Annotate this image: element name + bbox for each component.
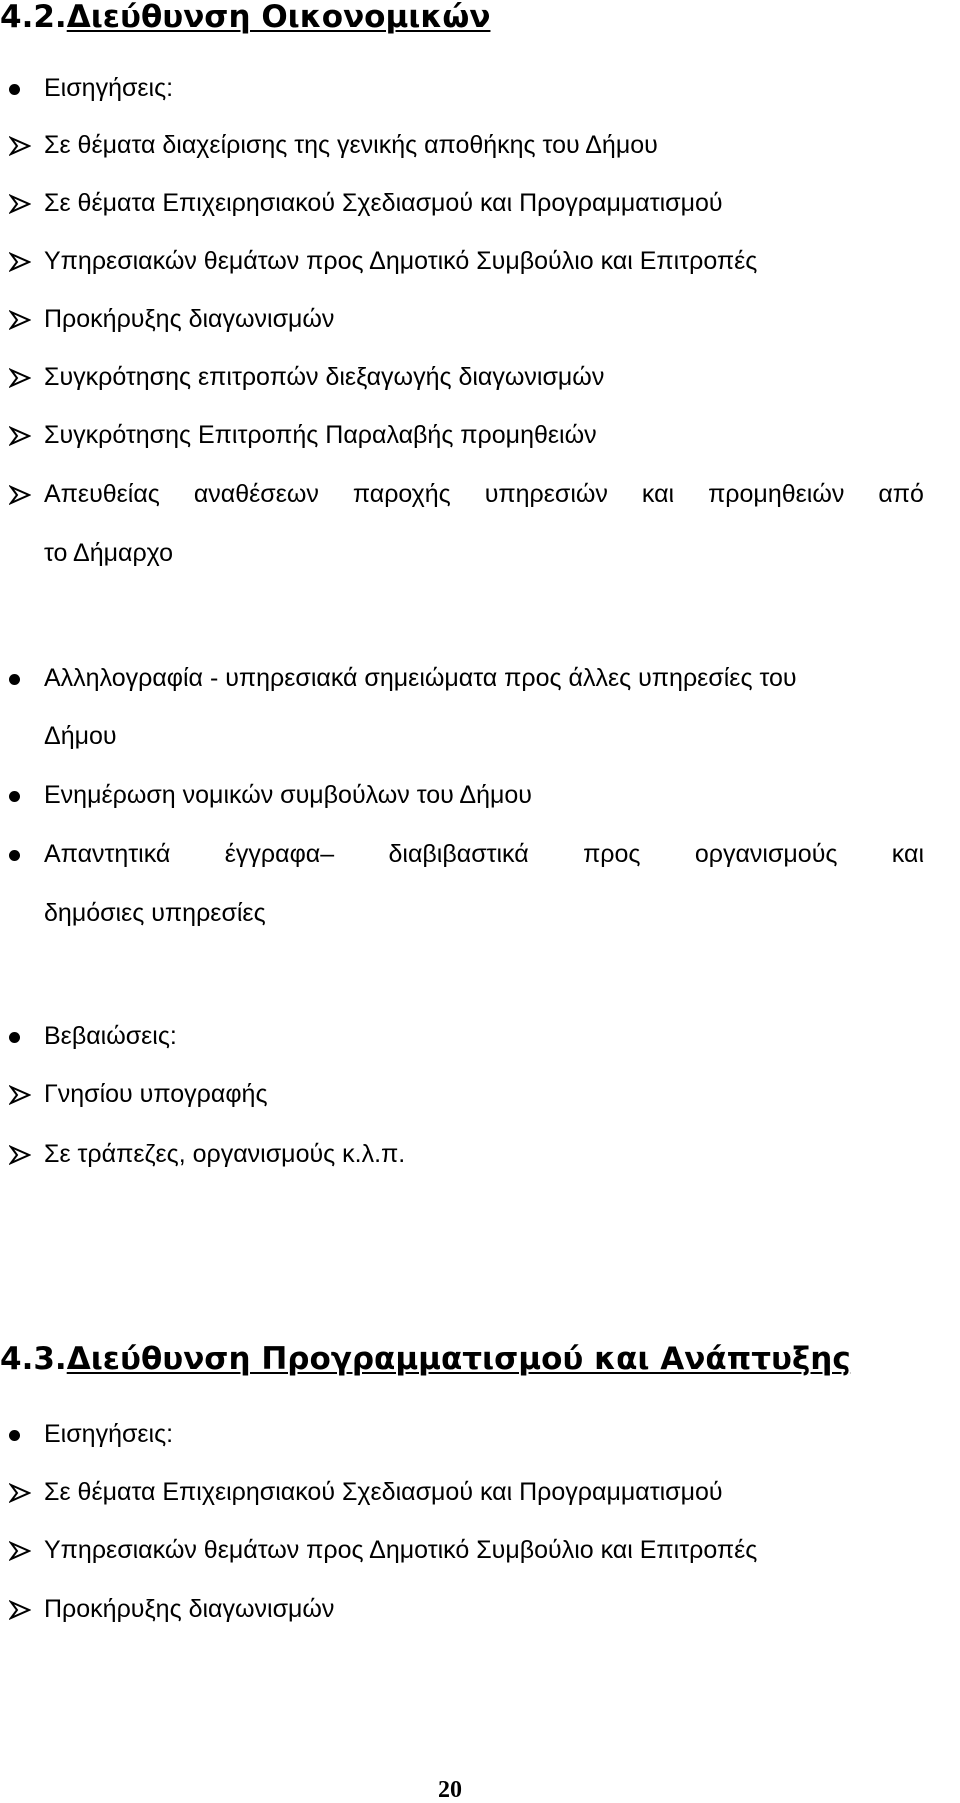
continuation-line: το Δήμαρχο [44, 539, 174, 567]
list-item-text: Υπηρεσιακών θεμάτων προς Δημοτικό Συμβούλιο και Επιτροπές [44, 1536, 758, 1564]
bullet-icon [9, 791, 20, 802]
word: υπηρεσιών [484, 480, 608, 508]
list-item-text: Σε θέματα διαχείρισης της γενικής αποθήκης του Δήμου [44, 131, 658, 159]
arrow-bullet-icon [9, 426, 31, 446]
list-item-text: Υπηρεσιακών θεμάτων προς Δημοτικό Συμβούλιο και Επιτροπές [44, 247, 758, 275]
page-number: 20 [438, 1777, 462, 1803]
certificates-label: Βεβαιώσεις: [44, 1022, 177, 1050]
list-item-text: Ενημέρωση νομικών συμβούλων του Δήμου [44, 781, 532, 809]
recommendations-label: Εισηγήσεις: [44, 1420, 174, 1448]
bullet-icon [9, 1430, 20, 1441]
continuation-line: δημόσιες υπηρεσίες [44, 899, 266, 927]
list-item-text: Γνησίου υπογραφής [44, 1080, 268, 1108]
continuation-line: Δήμου [44, 722, 117, 750]
arrow-list-item [44, 1142, 405, 1167]
list-item-text: Προκήρυξης διαγωνισμών [44, 1595, 335, 1623]
word: Απευθείας [44, 480, 160, 508]
arrow-list-item [44, 1082, 268, 1107]
bullet-icon [9, 1032, 20, 1043]
arrow-list-item [44, 1597, 334, 1622]
word: παροχής [352, 480, 451, 508]
arrow-bullet-icon [9, 1085, 31, 1105]
arrow-list-item [44, 307, 334, 332]
section-4-3-number: 4.3. [0, 1341, 67, 1377]
word: προμηθειών [708, 480, 845, 508]
arrow-list-item [44, 1480, 723, 1505]
bullet-item [44, 783, 532, 808]
section-4-2-title: Διεύθυνση Οικονομικών [66, 0, 491, 35]
word: Απαντητικά [44, 840, 171, 868]
recommendations-label: Εισηγήσεις: [44, 74, 174, 102]
arrow-bullet-icon [9, 1483, 31, 1503]
list-item-text: Συγκρότησης επιτροπών διεξαγωγής διαγωνισμών [44, 363, 605, 391]
arrow-list-item [44, 249, 757, 274]
arrow-bullet-icon [9, 1145, 31, 1165]
word: προς [583, 840, 641, 868]
arrow-bullet-icon [9, 194, 31, 214]
word: από [878, 480, 924, 508]
section-4-2-heading [0, 2, 490, 33]
word: έγγραφα– [224, 840, 335, 868]
arrow-list-item [44, 191, 723, 216]
word: και [891, 840, 924, 868]
bullet-item [44, 1422, 173, 1447]
section-4-3-heading [0, 1341, 851, 1377]
arrow-bullet-icon [9, 136, 31, 156]
list-item-text: Προκήρυξης διαγωνισμών [44, 305, 335, 333]
word: αναθέσεων [193, 480, 319, 508]
list-item-text: Σε τράπεζες, οργανισμούς κ.λ.π. [44, 1140, 406, 1168]
word: και [641, 480, 675, 508]
list-item-text: Συγκρότησης Επιτροπής Παραλαβής προμηθειών [44, 421, 597, 449]
arrow-list-item [44, 365, 604, 390]
bullet-item [44, 666, 797, 691]
bullet-item-justified [44, 842, 924, 867]
word: διαβιβαστικά [388, 840, 529, 868]
list-item-text: Σε θέματα Επιχειρησιακού Σχεδιασμού και Προγραμματισμού [44, 1478, 723, 1506]
arrow-bullet-icon [9, 485, 31, 505]
arrow-bullet-icon [9, 310, 31, 330]
bullet-icon [9, 850, 20, 861]
arrow-list-item [44, 423, 597, 448]
arrow-bullet-icon [9, 252, 31, 272]
bullet-icon [9, 674, 20, 685]
arrow-bullet-icon [9, 1541, 31, 1561]
arrow-list-item [44, 1538, 757, 1563]
arrow-list-item-justified [44, 482, 924, 507]
bullet-item [44, 1024, 177, 1049]
bullet-item [44, 76, 173, 101]
list-item-text: Αλληλογραφία - υπηρεσιακά σημειώματα προς άλλες υπηρεσίες του [44, 664, 797, 692]
arrow-bullet-icon [9, 1600, 31, 1620]
section-4-3-title: Διεύθυνση Προγραμματισμού και Ανάπτυξης [66, 1341, 851, 1377]
list-item-text: Σε θέματα Επιχειρησιακού Σχεδιασμού και Προγραμματισμού [44, 189, 723, 217]
arrow-bullet-icon [9, 368, 31, 388]
arrow-list-item [44, 133, 658, 158]
word: οργανισμούς [694, 840, 838, 868]
bullet-icon [9, 84, 20, 95]
section-4-2-number: 4.2. [0, 0, 67, 35]
